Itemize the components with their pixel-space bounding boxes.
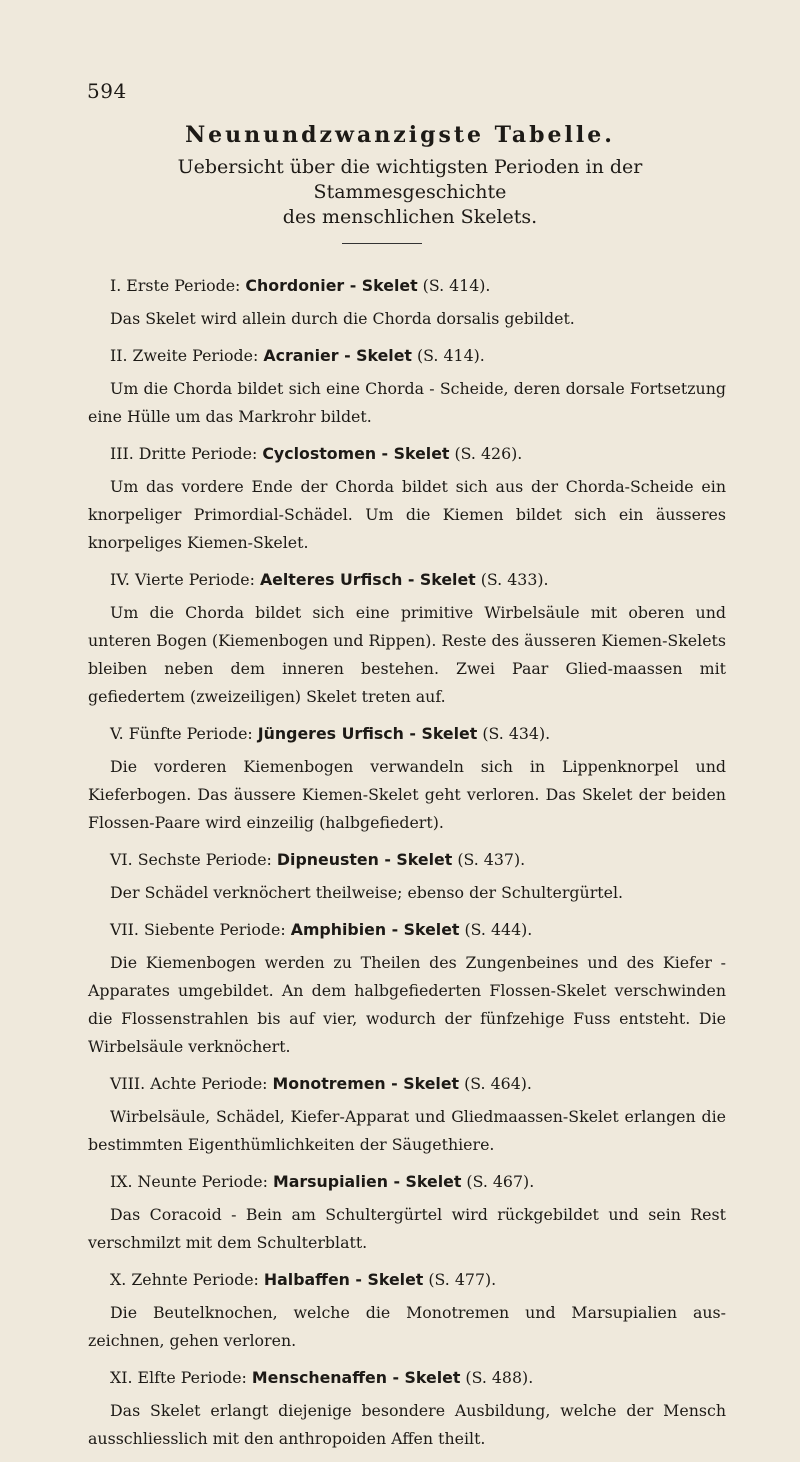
period-description: Um die Chorda bildet sich eine Chorda - Scheide, deren dorsale Fortsetzung eine Hülle um das Markrohr bildet. bbox=[88, 379, 726, 426]
period-description: Um die Chorda bildet sich eine primitive Wirbelsäule mit oberen und unteren Bogen (Kiemenbogen und Rippen). Reste des äusseren Kiemen-Skelets bleiben neben dem inneren bestehen. Zwei Paar Glied-maassen mit gefiedertem (zweizeiligen) Skelet treten auf. bbox=[88, 603, 726, 706]
period-label: Zweite Periode: bbox=[132, 346, 259, 365]
period-description: Um das vordere Ende der Chorda bildet sich aus der Chorda-Scheide ein knorpeliger Primordial-Schädel. Um die Kiemen bildet sich ein äusseres knorpeliges Kiemen-Skelet. bbox=[88, 477, 726, 552]
skeleton-name: Menschenaffen - Skelet bbox=[251, 1368, 461, 1387]
page-reference: (S. 437). bbox=[457, 850, 526, 869]
period-heading bbox=[88, 846, 726, 874]
skeleton-name: Marsupialien - Skelet bbox=[272, 1172, 462, 1191]
subtitle-line-1: Uebersicht über die wichtigsten Perioden in der Stammesgeschichte bbox=[177, 156, 643, 203]
period-label: Achte Periode: bbox=[150, 1074, 268, 1093]
period-numeral: VIII. bbox=[110, 1074, 146, 1093]
period-heading bbox=[88, 916, 726, 944]
period-label: Neunte Periode: bbox=[137, 1172, 268, 1191]
page-reference: (S. 464). bbox=[464, 1074, 532, 1093]
period-label: Siebente Periode: bbox=[143, 920, 286, 939]
period-description: Wirbelsäule, Schädel, Kiefer-Apparat und Gliedmaassen-Skelet erlangen die bestimmten Eigenthümlichkeiten der Säugethiere. bbox=[88, 1107, 726, 1154]
period-3 bbox=[88, 440, 726, 557]
period-description: Die vorderen Kiemenbogen verwandeln sich in Lippenknorpel und Kieferbogen. Das äussere Kiemen-Skelet geht verloren. Das Skelet der beiden Flossen-Paare wird einzeilig (halbgefiedert). bbox=[88, 757, 726, 832]
skeleton-name: Jüngeres Urfisch - Skelet bbox=[257, 724, 478, 743]
period-label: Fünfte Periode: bbox=[128, 724, 253, 743]
period-description: Das Coracoid - Bein am Schultergürtel wird rückgebildet und sein Rest verschmilzt mit dem Schulterblatt. bbox=[88, 1205, 726, 1252]
period-label: Erste Periode: bbox=[126, 276, 241, 295]
page-number: 594 bbox=[87, 79, 127, 103]
page-reference: (S. 433). bbox=[480, 570, 549, 589]
period-heading bbox=[88, 720, 726, 748]
period-heading bbox=[88, 566, 726, 594]
page-reference: (S. 467). bbox=[466, 1172, 535, 1191]
period-label: Dritte Periode: bbox=[138, 444, 258, 463]
period-7 bbox=[88, 916, 726, 1061]
page-reference: (S. 434). bbox=[482, 724, 551, 743]
page-reference: (S. 414). bbox=[417, 346, 485, 365]
period-10 bbox=[88, 1266, 726, 1355]
period-label: Elfte Periode: bbox=[137, 1368, 247, 1387]
page-reference: (S. 444). bbox=[464, 920, 533, 939]
skeleton-name: Cyclostomen - Skelet bbox=[262, 444, 450, 463]
period-description: Das Skelet wird allein durch die Chorda dorsalis gebildet. bbox=[110, 309, 575, 328]
period-description: Das Skelet erlangt diejenige besondere Ausbildung, welche der Mensch ausschliesslich mit den anthropoiden Affen theilt. bbox=[88, 1401, 726, 1448]
period-heading bbox=[88, 440, 726, 468]
subtitle-line-2: des menschlichen Skelets. bbox=[282, 206, 538, 228]
skeleton-name: Halbaffen - Skelet bbox=[263, 1270, 424, 1289]
page-reference: (S. 414). bbox=[422, 276, 491, 295]
skeleton-name: Amphibien - Skelet bbox=[290, 920, 460, 939]
period-heading bbox=[88, 1070, 726, 1098]
period-label: Vierte Periode: bbox=[134, 570, 255, 589]
period-heading bbox=[88, 1168, 726, 1196]
period-numeral: I. bbox=[110, 276, 122, 295]
skeleton-name: Monotremen - Skelet bbox=[272, 1074, 460, 1093]
period-numeral: II. bbox=[110, 346, 128, 365]
period-list bbox=[88, 272, 726, 1462]
period-9 bbox=[88, 1168, 726, 1257]
period-description: Die Beutelknochen, welche die Monotremen und Marsupialien aus-zeichnen, gehen verloren. bbox=[88, 1303, 726, 1350]
period-description: Die Kiemenbogen werden zu Theilen des Zungenbeines und des Kiefer - Apparates umgebildet. An dem halbgefiederten Flossen-Skelet verschwinden die Flossenstrahlen bis auf vier, wodurch der fünfzehige Fuss entsteht. Die Wirbelsäule verknöchert. bbox=[88, 953, 726, 1056]
period-6 bbox=[88, 846, 726, 907]
skeleton-name: Chordonier - Skelet bbox=[245, 276, 418, 295]
period-heading bbox=[88, 342, 726, 370]
page-reference: (S. 477). bbox=[428, 1270, 497, 1289]
period-numeral: IV. bbox=[110, 570, 130, 589]
period-5 bbox=[88, 720, 726, 837]
period-1 bbox=[88, 272, 726, 333]
skeleton-name: Dipneusten - Skelet bbox=[276, 850, 453, 869]
period-numeral: VI. bbox=[110, 850, 133, 869]
page-reference: (S. 488). bbox=[465, 1368, 534, 1387]
period-heading bbox=[88, 1266, 726, 1294]
period-8 bbox=[88, 1070, 726, 1159]
skeleton-name: Aelteres Urfisch - Skelet bbox=[259, 570, 476, 589]
period-2 bbox=[88, 342, 726, 431]
period-numeral: V. bbox=[110, 724, 124, 743]
period-numeral: XI. bbox=[110, 1368, 133, 1387]
period-numeral: III. bbox=[110, 444, 134, 463]
period-label: Zehnte Periode: bbox=[131, 1270, 259, 1289]
table-title: Neunundzwanzigste Tabelle. bbox=[185, 122, 615, 148]
period-heading bbox=[88, 272, 726, 300]
page-reference: (S. 426). bbox=[454, 444, 523, 463]
period-heading bbox=[88, 1364, 726, 1392]
period-description: Der Schädel verknöchert theilweise; ebenso der Schultergürtel. bbox=[110, 883, 624, 902]
period-11 bbox=[88, 1364, 726, 1453]
separator-rule bbox=[342, 243, 422, 244]
period-4 bbox=[88, 566, 726, 711]
period-numeral: IX. bbox=[110, 1172, 133, 1191]
period-numeral: X. bbox=[110, 1270, 127, 1289]
period-numeral: VII. bbox=[110, 920, 139, 939]
period-label: Sechste Periode: bbox=[137, 850, 272, 869]
skeleton-name: Acranier - Skelet bbox=[263, 346, 412, 365]
subtitle bbox=[90, 155, 730, 230]
